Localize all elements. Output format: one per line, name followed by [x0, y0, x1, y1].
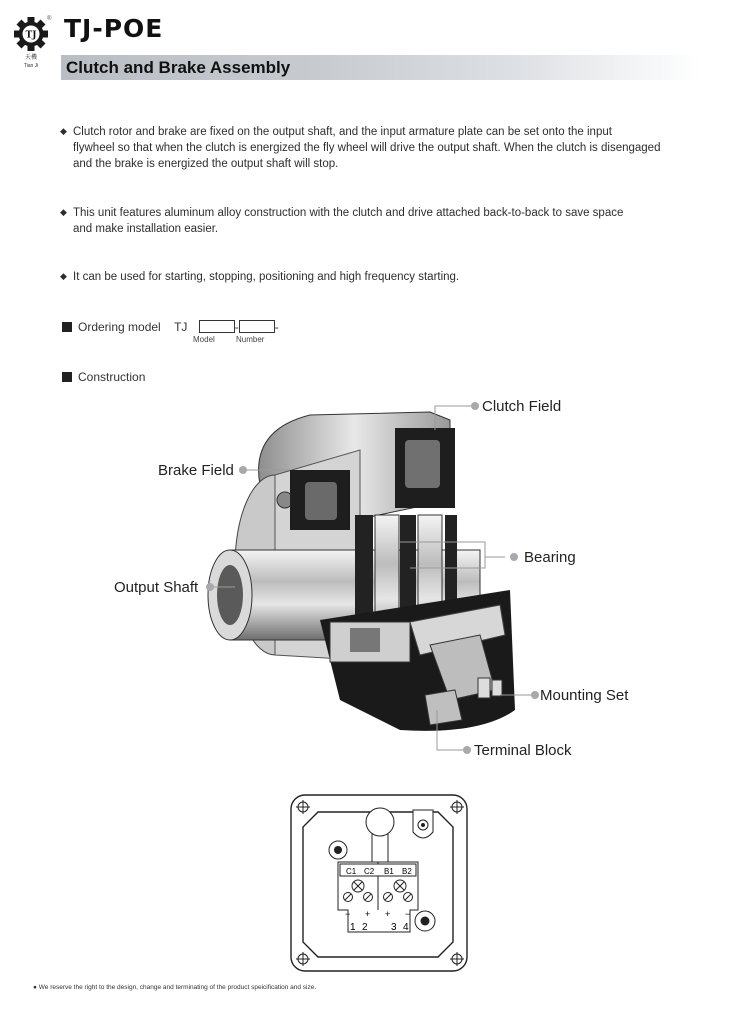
logo-romanized: Tian Ji: [23, 63, 39, 69]
output-shaft-dot: [206, 583, 214, 591]
ordering-prefix: TJ: [174, 320, 188, 334]
model-field-box: [199, 320, 235, 333]
terminal-c1: C1: [346, 867, 357, 876]
dot-bullet-icon: ●: [33, 984, 37, 991]
page-title: Clutch and Brake Assembly: [66, 58, 291, 77]
ordering-model: Ordering model TJ - -: [62, 320, 279, 334]
brake-field-dot: [239, 466, 247, 474]
feature-3: ◆ It can be used for starting, stopping, positioning and high frequency starting.: [60, 268, 720, 285]
terminal-b2: B2: [402, 867, 412, 876]
bearing-dot: [510, 553, 518, 561]
footer-note: ● We reserve the right to the design, change and terminating of the product speicification and size.: [33, 984, 317, 991]
clutch-field-dot: [471, 402, 479, 410]
feature-2: ◆ This unit features aluminum alloy construction with the clutch and drive attached back-to-back to save space and make installation easier.: [60, 204, 720, 237]
square-bullet-icon: [62, 372, 72, 382]
terminal-number-2: 2: [362, 922, 368, 933]
polarity-1: −: [345, 909, 351, 919]
polarity-4: −: [405, 909, 411, 919]
terminal-block-dot: [463, 746, 471, 754]
logo-chinese: 天機: [24, 55, 38, 61]
callout-output-shaft: Output Shaft: [114, 579, 199, 596]
logo-registered: ®: [47, 16, 52, 22]
terminal-number-3: 3: [391, 922, 397, 933]
terminal-number-1: 1: [350, 922, 356, 933]
square-bullet-icon: [62, 322, 72, 332]
number-field-box: [239, 320, 275, 333]
callout-brake-field: Brake Field: [158, 462, 234, 479]
diamond-bullet-icon: ◆: [60, 126, 67, 136]
terminal-block-part: [425, 690, 462, 725]
brake-field-coil: [290, 470, 350, 530]
terminal-c2: C2: [364, 867, 375, 876]
diamond-bullet-icon: ◆: [60, 207, 67, 217]
polarity-3: +: [385, 909, 391, 919]
tian-ji-logo: [12, 12, 52, 72]
terminal-number-4: 4: [403, 922, 409, 933]
callout-clutch-field: Clutch Field: [482, 398, 562, 415]
number-field-label: Number: [236, 335, 265, 344]
diamond-bullet-icon: ◆: [60, 271, 67, 281]
brand-name: TJ-POE: [64, 14, 164, 43]
terminal-wiring-diagram: [288, 792, 472, 974]
feature-1: ◆ Clutch rotor and brake are fixed on the output shaft, and the input armature plate can be set onto the input flywheel so that when the clutch is energized the fly wheel will drive the output shaft. When the clutch is disengaged and the brake is energized the output shaft will stop.: [60, 123, 720, 172]
terminal-b1: B1: [384, 867, 394, 876]
mounting-set-dot: [531, 691, 539, 699]
callout-bearing: Bearing: [524, 549, 576, 566]
construction-heading: Construction: [62, 370, 145, 384]
callout-terminal-block: Terminal Block: [474, 742, 572, 759]
callout-mounting-set: Mounting Set: [540, 687, 629, 704]
logo-monogram: TJ: [25, 30, 37, 41]
model-field-label: Model: [193, 335, 215, 344]
clutch-field-coil: [395, 428, 455, 508]
polarity-2: +: [365, 909, 371, 919]
